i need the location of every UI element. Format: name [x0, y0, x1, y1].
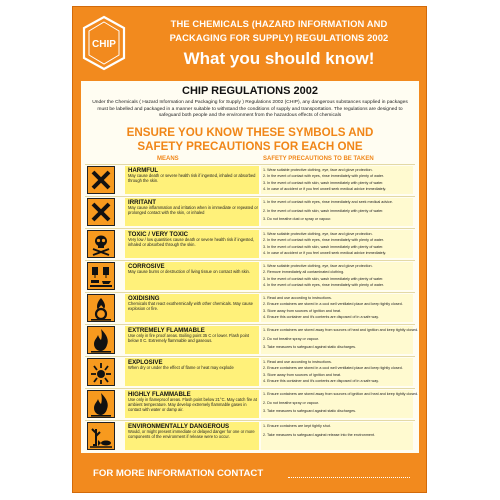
hazard-name: EXPLOSIVE [128, 359, 163, 366]
hazard-description: When dry or under the effect of flame or heat may explode [128, 365, 234, 370]
precaution-line: 4. In case of accident or if you feel unwell seek medical advice immediately. [263, 250, 387, 255]
footer-contact-line [288, 477, 410, 478]
dead-tree-fish-icon [87, 422, 115, 450]
precaution-line: 1. Wear suitable protective clothing, eye, face and glove protection. [263, 168, 373, 172]
hazard-row [85, 164, 415, 195]
precaution-line: 2. In the event of contact with eyes, rinse immediately with plenty of water. [263, 238, 384, 243]
hazard-description: Very low / low quantities cause death or severe health risk if ingested, inhaled or absorbed through the skin. [128, 237, 255, 247]
precaution-line: 3. Take measures to safeguard against static discharges. [263, 409, 356, 413]
hazard-meaning [125, 230, 259, 258]
hazard-row [85, 196, 415, 227]
precaution-line: 3. Do not breathe dust or spray or vapour. [263, 217, 332, 221]
safety-precautions [261, 294, 413, 322]
header [73, 7, 428, 80]
x-cross-icon [87, 198, 115, 226]
footer-contact-text: FOR MORE INFORMATION CONTACT [93, 468, 264, 479]
precaution-line: 3. Take measures to safeguard against static discharges. [263, 345, 356, 349]
intro-text: Under the Chemicals ( Hazard Information and Packaging for Supply ) Regulations 2002 (CHIP), any dangerous substances supplied in packages must be labelled and packaged in a manner suitable to withstand the conditions of supply and transportation. The regulations are designed to safeguard both people and the environment from the hazardous effects of chemicals [92, 100, 408, 119]
subtitle-line2: SAFETY PRECAUTIONS FOR EACH ONE [137, 140, 363, 153]
precaution-line: 3. Store away from sources of ignition and heat. [263, 372, 342, 377]
hazard-name: OXIDISING [128, 295, 160, 302]
hazard-row [85, 228, 415, 259]
hazard-description: Use only in flameproof areas. Flash point below 21°C. May catch fire at ambient temperature. May develop extremely flammable gases in contact with water or damp air. [128, 397, 257, 412]
precaution-line: 1. In the event of contact with eyes, rinse immediately and seek medical advice. [263, 200, 393, 204]
hazard-meaning [125, 294, 259, 322]
column-header-means: MEANS [157, 156, 179, 162]
safety-precautions [261, 390, 419, 418]
safety-precautions [261, 358, 413, 386]
precaution-line: 2. Do not breathe spray or vapour. [263, 336, 319, 341]
hazard-row [85, 356, 415, 387]
subtitle-line1: ENSURE YOU KNOW THESE SYMBOLS AND [126, 126, 374, 139]
precaution-line: 3. In the event of contact with skin, wash immediately with plenty of water. [263, 244, 384, 249]
hazard-row [85, 388, 419, 419]
logo-text: CHIP [92, 39, 116, 50]
explosion-icon [87, 358, 115, 386]
flame-icon [87, 390, 115, 418]
precaution-line: 4. Ensure this container and it's contents are disposed of in a safe way. [263, 378, 379, 383]
precaution-line: 2. Ensure containers are stored in a cool well ventilated place and keep tightly closed. [263, 366, 403, 371]
safety-precautions [261, 166, 413, 194]
poster [72, 6, 427, 493]
x-cross-icon [87, 166, 115, 194]
safety-precautions [261, 422, 413, 450]
precaution-line: 1. Read and use according to instructions. [263, 360, 332, 364]
hazard-name: CORROSIVE [128, 263, 165, 270]
page-title: CHIP REGULATIONS 2002 [182, 85, 318, 97]
tagline: What you should know! [183, 49, 375, 68]
safety-precautions [261, 230, 413, 258]
precaution-line: 1. Ensure containers are kept tightly shut. [263, 424, 331, 428]
hazard-description: May cause burns or destruction of living tissue on contact with skin. [128, 269, 250, 274]
safety-precautions [261, 262, 413, 290]
hazard-name: ENVIRONMENTALLY DANGEROUS [128, 423, 230, 430]
hazard-name: HARMFUL [128, 167, 159, 174]
hazard-meaning [125, 166, 259, 194]
hazard-row [85, 420, 415, 451]
precaution-line: 1. Read and use according to instructions. [263, 296, 332, 300]
hazard-meaning [125, 390, 259, 418]
precaution-line: 2. In the event of contact with eyes, rinse immediately with plenty of water. [263, 174, 384, 179]
hazard-meaning [125, 198, 259, 226]
hazard-description: May cause death or severe health risk if ingested, inhaled or absorbed through the skin. [128, 173, 256, 183]
hazard-row [85, 292, 415, 323]
regulation-title-line2: PACKAGING FOR SUPPLY) REGULATIONS 2002 [169, 32, 389, 43]
precaution-line: 2. Take measures to safeguard against release into the environment. [263, 432, 376, 437]
flame-icon [87, 326, 115, 354]
precaution-line: 1. Ensure containers are stored away from sources of ignition and heat and keep tightly closed. [263, 392, 419, 396]
precaution-line: 1. Wear suitable protective clothing, eye, face and glove protection. [263, 264, 373, 268]
hazard-meaning [125, 358, 259, 386]
chip-logo-icon [81, 15, 127, 71]
precaution-line: 4. In the event of contact with eyes, rinse immediately with plenty of water. [263, 282, 384, 287]
precaution-line: 3. In the event of contact with skin, wash immediately with plenty of water. [263, 180, 384, 185]
precaution-line: 2. Remove immediately all contaminated clothing. [263, 270, 345, 275]
hazard-description: Chemicals that react exothermically with other chemicals. May cause explosion or fire. [128, 301, 253, 311]
hazard-row [85, 324, 419, 355]
flame-over-circle-icon [87, 294, 115, 322]
skull-crossbones-icon [87, 230, 115, 258]
corrosive-icon [87, 262, 115, 290]
precaution-line: 2. Do not breathe spray or vapour. [263, 400, 319, 405]
regulation-title-line1: THE CHEMICALS (HAZARD INFORMATION AND [170, 18, 388, 29]
precaution-line: 3. In the event of contact with skin, wash immediately with plenty of water. [263, 276, 384, 281]
precaution-line: 4. Ensure this container and it's contents are disposed of in a safe way. [263, 314, 379, 319]
precaution-line: 2. In the event of contact with skin, wash immediately with plenty of water. [263, 208, 384, 213]
precaution-line: 1. Wear suitable protective clothing, eye, face and glove protection. [263, 232, 373, 236]
hazard-row [85, 260, 415, 291]
precaution-line: 3. Store away from sources of ignition and heat. [263, 308, 342, 313]
hazard-name: EXTREMELY FLAMMABLE [128, 327, 205, 334]
hazard-description: Would, or might present immediate or delayed danger for one or more components of the environment if release were to occur. [128, 429, 255, 439]
footer [73, 455, 428, 493]
hazard-description: May cause inflammation and irritation when in immediate or repeated or prolonged contact with the skin, or inhaled [128, 205, 258, 215]
hazard-name: HIGHLY FLAMMABLE [128, 391, 191, 398]
safety-precautions [261, 326, 419, 354]
precaution-line: 2. Ensure containers are stored in a cool well ventilated place and keep tightly closed. [263, 302, 403, 307]
column-header-safety: SAFETY PRECAUTIONS TO BE TAKEN [263, 156, 374, 162]
precaution-line: 1. Ensure containers are stored away from sources of heat and ignition and keep tightly closed. [263, 328, 419, 332]
hazard-description: Use only in fire proof areas. Boiling point 35 C or lower. Flash point below 0 C. Extremely flammable and gaseous. [128, 333, 250, 343]
precaution-line: 4. In case of accident or if you feel unwell seek medical advice immediately. [263, 186, 387, 191]
hazard-meaning [125, 326, 259, 354]
safety-precautions [261, 198, 413, 226]
hazard-name: TOXIC / VERY TOXIC [128, 231, 189, 238]
hazard-meaning [125, 422, 259, 450]
hazard-name: IRRITANT [128, 199, 156, 206]
hazard-meaning [125, 262, 259, 290]
poster-body [81, 81, 419, 453]
